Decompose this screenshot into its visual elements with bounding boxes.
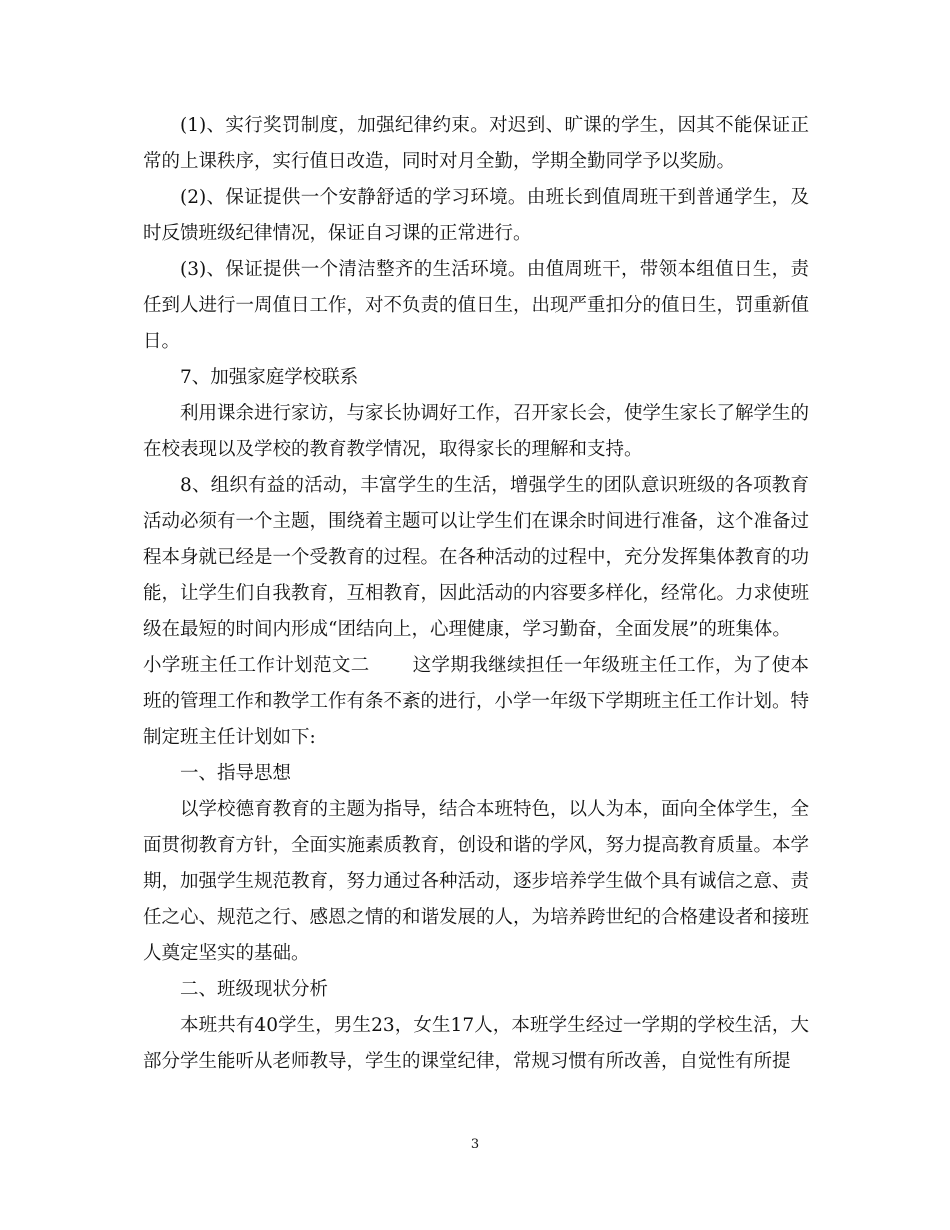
heading-guiding-thought: 一、指导思想 bbox=[180, 763, 292, 784]
section-intro: 这学期我继续担任一年级班主任工作，为了使本班的管理工作和教学工作有条不紊的进行，小学一年级下学期班主任工作计划。特制定班主任计划如下: bbox=[143, 655, 810, 748]
paragraph-rule-1: (1)、实行奖罚制度，加强纪律约束。对迟到、旷课的学生，因其不能保证正常的上课秩序，实行值日改造，同时对月全勤，学期全勤同学予以奖励。 bbox=[143, 115, 809, 172]
paragraph-class-status: 本班共有40学生，男生23，女生17人，本班学生经过一学期的学校生活，大部分学生能听从老师教导，学生的课堂纪律，常规习惯有所改善，自觉性有所提 bbox=[143, 1015, 809, 1072]
page-number: 3 bbox=[470, 1137, 480, 1152]
paragraph-guiding-thought: 以学校德育教育的主题为指导，结合本班特色，以人为本，面向全体学生，全面贯彻教育方针，全面实施素质教育，创设和谐的学风，努力提高教育质量。本学期，加强学生规范教育，努力通过各种活动，逐步培养学生做个具有诚信之意、责任之心、规范之行、感恩之情的和谐发展的人，为培养跨世纪的合格建设者和接班人奠定坚实的基础。 bbox=[143, 799, 810, 964]
section-title: 小学班主任工作计划范文二 bbox=[143, 655, 370, 676]
section-two-paragraph bbox=[143, 648, 809, 756]
document-body bbox=[143, 108, 809, 1080]
paragraph-rule-3: (3)、保证提供一个清洁整齐的生活环境。由值周班干，带领本组值日生，责任到人进行一周值日工作，对不负责的值日生，出现严重扣分的值日生，罚重新值日。 bbox=[143, 259, 810, 352]
paragraph-family-school: 利用课余进行家访，与家长协调好工作，召开家长会，使学生家长了解学生的在校表现以及学校的教育教学情况，取得家长的理解和支持。 bbox=[143, 403, 810, 460]
paragraph-activities: 8、组织有益的活动，丰富学生的生活，增强学生的团队意识班级的各项教育活动必须有一个主题，围绕着主题可以让学生们在课余时间进行准备，这个准备过程本身就已经是一个受教育的过程。在各种活动的过程中，充分发挥集体教育的功能，让学生们自我教育，互相教育，因此活动的内容要多样化，经常化。力求使班级在最短的时间内形成“团结向上，心理健康，学习勤奋，全面发展”的班集体。 bbox=[143, 475, 810, 640]
paragraph-rule-2: (2)、保证提供一个安静舒适的学习环境。由班长到值周班干到普通学生，及时反馈班级纪律情况，保证自习课的正常进行。 bbox=[143, 187, 809, 244]
heading-family-school: 7、加强家庭学校联系 bbox=[180, 367, 359, 388]
heading-class-status: 二、班级现状分析 bbox=[180, 979, 329, 1000]
